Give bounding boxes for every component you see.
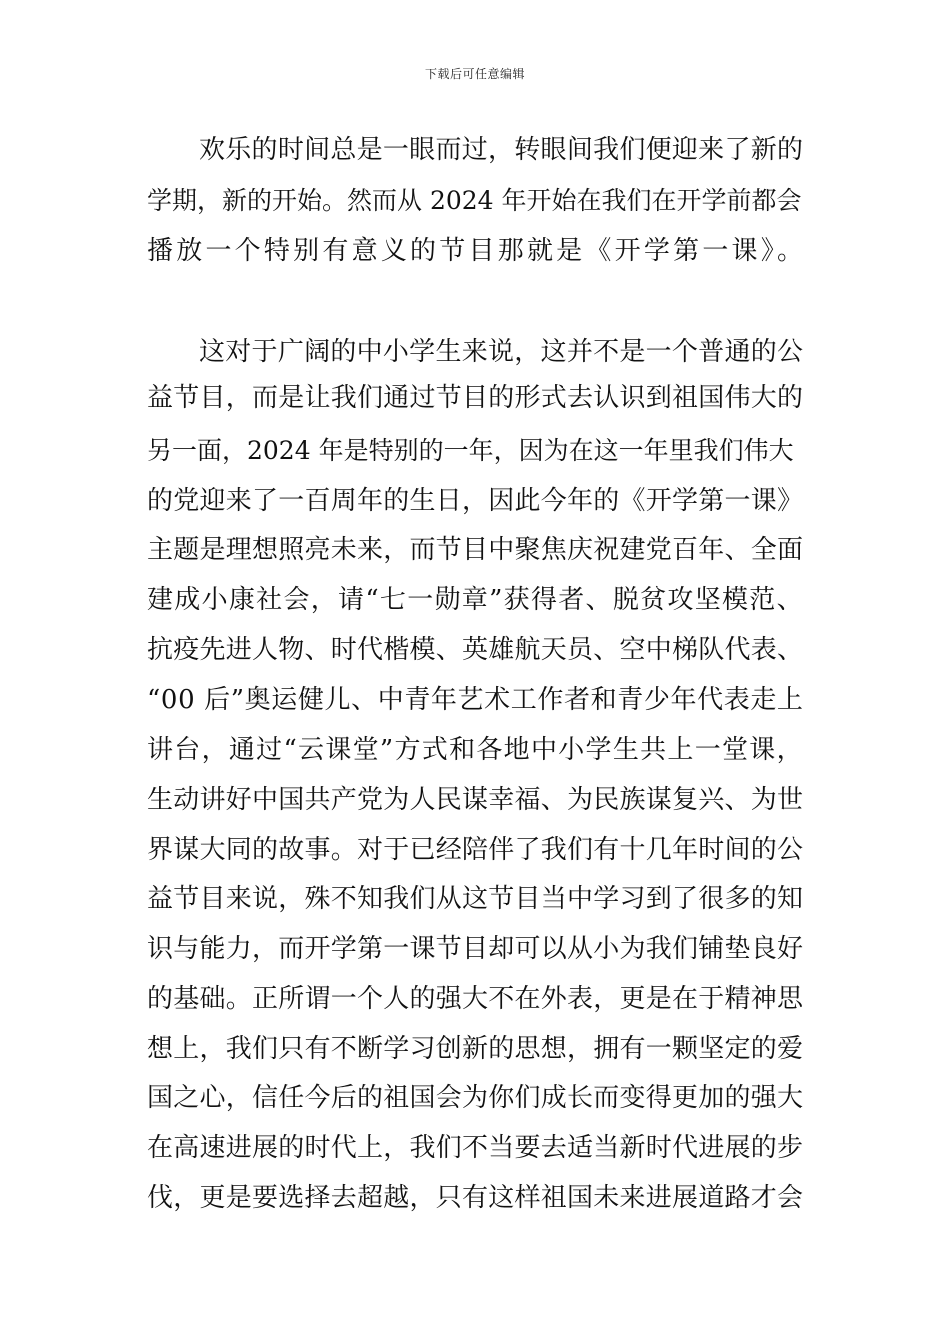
paragraph-2-line-10: 生动讲好中国共产党为人民谋幸福、为民族谋复兴、为世 — [147, 785, 804, 815]
paragraph-1-line-2: 学期，新的开始。然而从 2024 年开始在我们在开学前都会 — [147, 186, 802, 215]
paragraph-2-line-14: 的基础。正所谓一个人的强大不在外表，更是在于精神思 — [147, 984, 804, 1014]
paragraph-2-line-15: 想上，我们只有不断学习创新的思想，拥有一颗坚定的爱 — [147, 1034, 804, 1064]
paragraph-2-line-7: 抗疫先进人物、时代楷模、英雄航天员、空中梯队代表、 — [147, 635, 804, 665]
page-header: 下载后可任意编辑 — [424, 67, 525, 81]
paragraph-2-line-5: 主题是理想照亮未来，而节目中聚焦庆祝建党百年、全面 — [147, 535, 804, 565]
paragraph-1-line-1: 欢乐的时间总是一眼而过，转眼间我们便迎来了新的 — [199, 135, 804, 165]
paragraph-2-line-16: 国之心，信任今后的祖国会为你们成长而变得更加的强大 — [147, 1083, 804, 1113]
paragraph-2-line-2: 益节目，而是让我们通过节目的形式去认识到祖国伟大的 — [147, 383, 804, 413]
paragraph-2-line-12: 益节目来说，殊不知我们从这节目当中学习到了很多的知 — [147, 884, 804, 914]
paragraph-2-line-9: 讲台，通过“云课堂”方式和各地中小学生共上一堂课， — [147, 735, 804, 765]
paragraph-2-line-18: 伐，更是要选择去超越，只有这样祖国未来进展道路才会 — [147, 1183, 804, 1213]
paragraph-2-line-6: 建成小康社会，请“七一勋章”获得者、脱贫攻坚模范、 — [147, 585, 804, 615]
paragraph-2-line-4: 的党迎来了一百周年的生日，因此今年的《开学第一课》 — [147, 486, 804, 516]
paragraph-1-line-3: 播放一个特别有意义的节目那就是《开学第一课》。 — [147, 236, 807, 266]
paragraph-2-line-11: 界谋大同的故事。对于已经陪伴了我们有十几年时间的公 — [147, 835, 804, 865]
paragraph-2-line-1: 这对于广阔的中小学生来说，这并不是一个普通的公 — [199, 337, 804, 367]
paragraph-2-line-17: 在高速进展的时代上，我们不当要去适当新时代进展的步 — [147, 1133, 804, 1163]
paragraph-2-line-3: 另一面，2024 年是特别的一年，因为在这一年里我们伟大 — [147, 436, 794, 465]
paragraph-2-line-8: “00 后”奥运健儿、中青年艺术工作者和青少年代表走上 — [147, 685, 804, 715]
paragraph-2-line-13: 识与能力，而开学第一课节目却可以从小为我们铺垫良好 — [147, 934, 804, 964]
